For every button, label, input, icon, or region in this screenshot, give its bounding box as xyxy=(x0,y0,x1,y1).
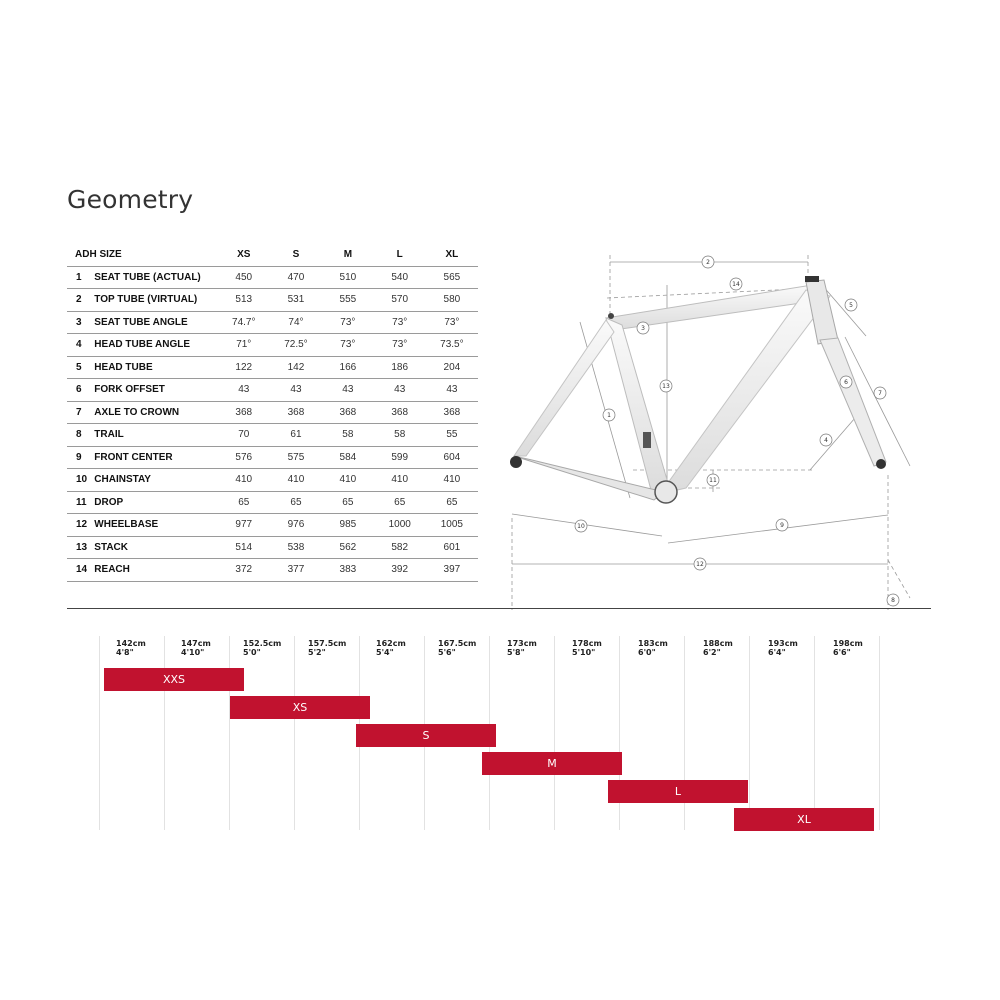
measurement-value: 73° xyxy=(322,334,374,357)
measurement-value: 510 xyxy=(322,266,374,289)
size-bar-xl: XL xyxy=(734,808,874,831)
height-label-152-5: 152.5cm 5'0" xyxy=(243,639,282,657)
size-bar-l: L xyxy=(608,780,748,803)
measurement-value: 65 xyxy=(270,491,322,514)
callout-13 xyxy=(660,380,672,392)
callout-label-12: 12 xyxy=(696,561,704,568)
column-header-size: ADH SIZE xyxy=(67,244,218,266)
column-header-xl: XL xyxy=(426,244,478,266)
measurement-name: SEAT TUBE ANGLE xyxy=(94,311,217,334)
measurement-value: 73° xyxy=(374,311,426,334)
callout-label-1: 1 xyxy=(607,412,611,419)
measurement-value: 368 xyxy=(218,401,270,424)
measurement-value: 166 xyxy=(322,356,374,379)
measurement-name: HEAD TUBE xyxy=(94,356,217,379)
measurement-name: AXLE TO CROWN xyxy=(94,401,217,424)
measurement-value: 372 xyxy=(218,559,270,582)
callout-label-2: 2 xyxy=(706,259,710,266)
height-label-162: 162cm 5'4" xyxy=(376,639,406,657)
measurement-value: 43 xyxy=(374,379,426,402)
measurement-value: 43 xyxy=(426,379,478,402)
measurement-value: 186 xyxy=(374,356,426,379)
measurement-value: 1005 xyxy=(426,514,478,537)
measurement-value: 538 xyxy=(270,536,322,559)
measurement-value: 575 xyxy=(270,446,322,469)
height-label-193: 193cm 6'4" xyxy=(768,639,798,657)
measurement-value: 377 xyxy=(270,559,322,582)
section-divider xyxy=(67,608,931,609)
row-number: 1 xyxy=(67,266,94,289)
measurement-value: 73° xyxy=(374,334,426,357)
row-number: 8 xyxy=(67,424,94,447)
measurement-value: 368 xyxy=(374,401,426,424)
callout-label-14: 14 xyxy=(732,281,740,288)
measurement-name: HEAD TUBE ANGLE xyxy=(94,334,217,357)
measurement-value: 576 xyxy=(218,446,270,469)
measurement-value: 368 xyxy=(426,401,478,424)
measurement-value: 58 xyxy=(374,424,426,447)
row-number: 6 xyxy=(67,379,94,402)
callout-2 xyxy=(702,256,714,268)
callout-6 xyxy=(840,376,852,388)
measurement-name: FORK OFFSET xyxy=(94,379,217,402)
height-label-178: 178cm 5'10" xyxy=(572,639,602,657)
measurement-value: 65 xyxy=(218,491,270,514)
measurement-value: 540 xyxy=(374,266,426,289)
callout-7 xyxy=(874,387,886,399)
height-gridline xyxy=(879,636,880,830)
size-bar-m: M xyxy=(482,752,622,775)
measurement-value: 410 xyxy=(322,469,374,492)
column-header-l: L xyxy=(374,244,426,266)
column-header-s: S xyxy=(270,244,322,266)
measurement-value: 74.7° xyxy=(218,311,270,334)
measurement-value: 565 xyxy=(426,266,478,289)
size-bar-xs: XS xyxy=(230,696,370,719)
measurement-value: 555 xyxy=(322,289,374,312)
height-label-173: 173cm 5'8" xyxy=(507,639,537,657)
callout-label-13: 13 xyxy=(662,383,670,390)
callout-14 xyxy=(730,278,742,290)
measurement-value: 142 xyxy=(270,356,322,379)
measurement-value: 58 xyxy=(322,424,374,447)
measurement-value: 204 xyxy=(426,356,478,379)
measurement-value: 1000 xyxy=(374,514,426,537)
callout-label-11: 11 xyxy=(709,477,717,484)
callout-label-4: 4 xyxy=(824,437,828,444)
measurement-value: 73° xyxy=(322,311,374,334)
height-gridline xyxy=(229,636,230,830)
measurement-value: 43 xyxy=(270,379,322,402)
row-number: 13 xyxy=(67,536,94,559)
row-number: 12 xyxy=(67,514,94,537)
height-gridline xyxy=(164,636,165,830)
measurement-name: REACH xyxy=(94,559,217,582)
callout-3 xyxy=(637,322,649,334)
bike-frame xyxy=(510,276,886,503)
measurement-value: 977 xyxy=(218,514,270,537)
column-header-xs: XS xyxy=(218,244,270,266)
measurement-name: DROP xyxy=(94,491,217,514)
callout-label-9: 9 xyxy=(780,522,784,529)
measurement-value: 985 xyxy=(322,514,374,537)
row-number: 5 xyxy=(67,356,94,379)
measurement-value: 584 xyxy=(322,446,374,469)
measurement-name: WHEELBASE xyxy=(94,514,217,537)
measurement-value: 74° xyxy=(270,311,322,334)
page-title: Geometry xyxy=(67,184,194,214)
measurement-value: 410 xyxy=(426,469,478,492)
measurement-value: 976 xyxy=(270,514,322,537)
measurement-value: 397 xyxy=(426,559,478,582)
callout-10 xyxy=(575,520,587,532)
measurement-value: 65 xyxy=(322,491,374,514)
measurement-value: 43 xyxy=(218,379,270,402)
measurement-value: 410 xyxy=(374,469,426,492)
row-number: 4 xyxy=(67,334,94,357)
row-number: 9 xyxy=(67,446,94,469)
row-number: 14 xyxy=(67,559,94,582)
height-label-167-5: 167.5cm 5'6" xyxy=(438,639,477,657)
measurement-name: TOP TUBE (VIRTUAL) xyxy=(94,289,217,312)
measurement-value: 122 xyxy=(218,356,270,379)
measurement-value: 410 xyxy=(218,469,270,492)
measurement-value: 65 xyxy=(426,491,478,514)
measurement-value: 392 xyxy=(374,559,426,582)
callout-label-5: 5 xyxy=(849,302,853,309)
measurement-value: 601 xyxy=(426,536,478,559)
column-header-m: M xyxy=(322,244,374,266)
measurement-value: 450 xyxy=(218,266,270,289)
height-label-198: 198cm 6'6" xyxy=(833,639,863,657)
row-number: 7 xyxy=(67,401,94,424)
measurement-value: 470 xyxy=(270,266,322,289)
measurement-value: 562 xyxy=(322,536,374,559)
measurement-name: STACK xyxy=(94,536,217,559)
callout-label-8: 8 xyxy=(891,597,895,604)
measurement-value: 368 xyxy=(322,401,374,424)
measurement-value: 570 xyxy=(374,289,426,312)
measurement-value: 73.5° xyxy=(426,334,478,357)
measurement-value: 513 xyxy=(218,289,270,312)
height-label-188: 188cm 6'2" xyxy=(703,639,733,657)
measurement-value: 604 xyxy=(426,446,478,469)
measurement-value: 514 xyxy=(218,536,270,559)
measurement-value: 65 xyxy=(374,491,426,514)
measurement-value: 580 xyxy=(426,289,478,312)
height-label-147: 147cm 4'10" xyxy=(181,639,211,657)
callout-1 xyxy=(603,409,615,421)
measurement-value: 55 xyxy=(426,424,478,447)
height-gridline xyxy=(294,636,295,830)
height-label-183: 183cm 6'0" xyxy=(638,639,668,657)
callout-4 xyxy=(820,434,832,446)
measurement-value: 383 xyxy=(322,559,374,582)
measurement-value: 599 xyxy=(374,446,426,469)
callout-9 xyxy=(776,519,788,531)
callout-label-3: 3 xyxy=(641,325,645,332)
callout-5 xyxy=(845,299,857,311)
measurement-value: 71° xyxy=(218,334,270,357)
callout-8 xyxy=(887,594,899,606)
callout-11 xyxy=(707,474,719,486)
measurement-value: 368 xyxy=(270,401,322,424)
height-label-142: 142cm 4'8" xyxy=(116,639,146,657)
row-number: 10 xyxy=(67,469,94,492)
row-number: 11 xyxy=(67,491,94,514)
row-number: 2 xyxy=(67,289,94,312)
measurement-name: CHAINSTAY xyxy=(94,469,217,492)
measurement-value: 61 xyxy=(270,424,322,447)
height-gridline xyxy=(99,636,100,830)
measurement-name: SEAT TUBE (ACTUAL) xyxy=(94,266,217,289)
callout-12 xyxy=(694,558,706,570)
measurement-value: 70 xyxy=(218,424,270,447)
measurement-name: TRAIL xyxy=(94,424,217,447)
height-gridline xyxy=(554,636,555,830)
measurement-value: 531 xyxy=(270,289,322,312)
height-label-157-5: 157.5cm 5'2" xyxy=(308,639,347,657)
height-gridline xyxy=(749,636,750,830)
measurement-value: 73° xyxy=(426,311,478,334)
height-gridline xyxy=(814,636,815,830)
size-bar-xxs: XXS xyxy=(104,668,244,691)
measurement-name: FRONT CENTER xyxy=(94,446,217,469)
callout-label-10: 10 xyxy=(577,523,585,530)
measurement-value: 43 xyxy=(322,379,374,402)
row-number: 3 xyxy=(67,311,94,334)
size-bar-s: S xyxy=(356,724,496,747)
callout-label-7: 7 xyxy=(878,390,882,397)
callout-label-6: 6 xyxy=(844,379,848,386)
measurement-value: 410 xyxy=(270,469,322,492)
measurement-value: 72.5° xyxy=(270,334,322,357)
measurement-value: 582 xyxy=(374,536,426,559)
